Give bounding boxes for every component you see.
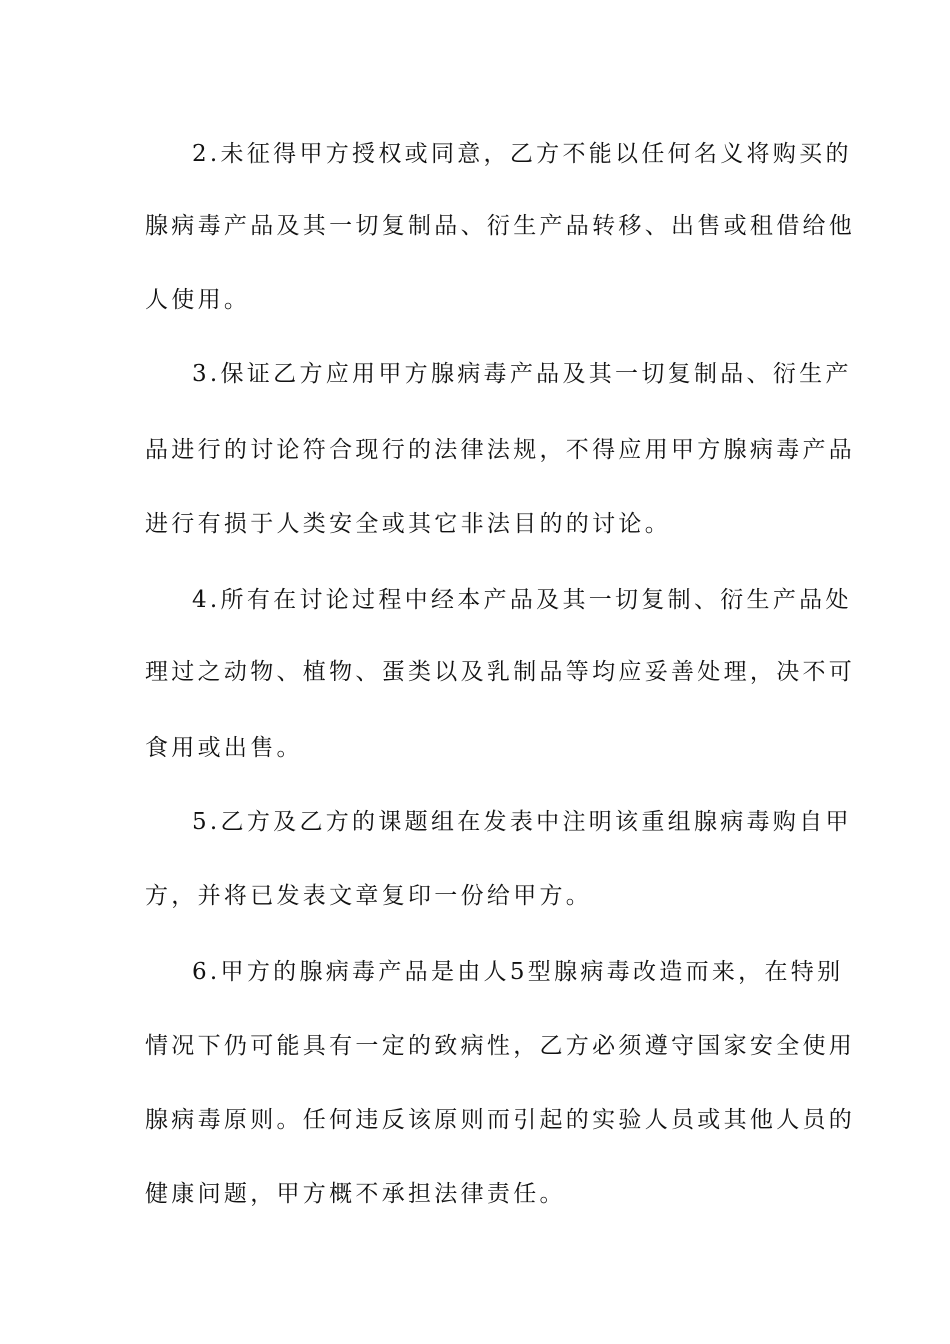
clause-6-line-2: 情况下仍可能具有一定的致病性，乙方必须遵守国家安全使用 [145,1033,856,1059]
clause-4-line-2: 理过之动物、植物、蛋类以及乳制品等均应妥善处理，决不可 [145,659,856,685]
clause-6-line-1: 6.甲方的腺病毒产品是由人5型腺病毒改造而来，在特别 [192,959,844,985]
clause-4-line-1: 4.所有在讨论过程中经本产品及其一切复制、衍生产品处 [192,587,852,613]
clause-6-line-4: 健康问题，甲方概不承担法律责任。 [145,1181,566,1207]
clause-5-line-2: 方，并将已发表文章复印一份给甲方。 [145,883,593,909]
clause-4-line-3: 食用或出售。 [145,735,303,761]
clause-3-line-2: 品进行的讨论符合现行的法律法规，不得应用甲方腺病毒产品 [145,437,856,463]
clause-2-line-1: 2.未征得甲方授权或同意，乙方不能以任何名义将购买的 [192,141,852,167]
clause-2-line-3: 人使用。 [145,287,251,313]
clause-6-line-3: 腺病毒原则。任何违反该原则而引起的实验人员或其他人员的 [145,1107,856,1133]
clause-5-line-1: 5.乙方及乙方的课题组在发表中注明该重组腺病毒购自甲 [192,809,852,835]
clause-2-line-2: 腺病毒产品及其一切复制品、衍生产品转移、出售或租借给他 [145,213,856,239]
clause-3-line-1: 3.保证乙方应用甲方腺病毒产品及其一切复制品、衍生产 [192,361,852,387]
clause-3-line-3: 进行有损于人类安全或其它非法目的的讨论。 [145,511,671,537]
